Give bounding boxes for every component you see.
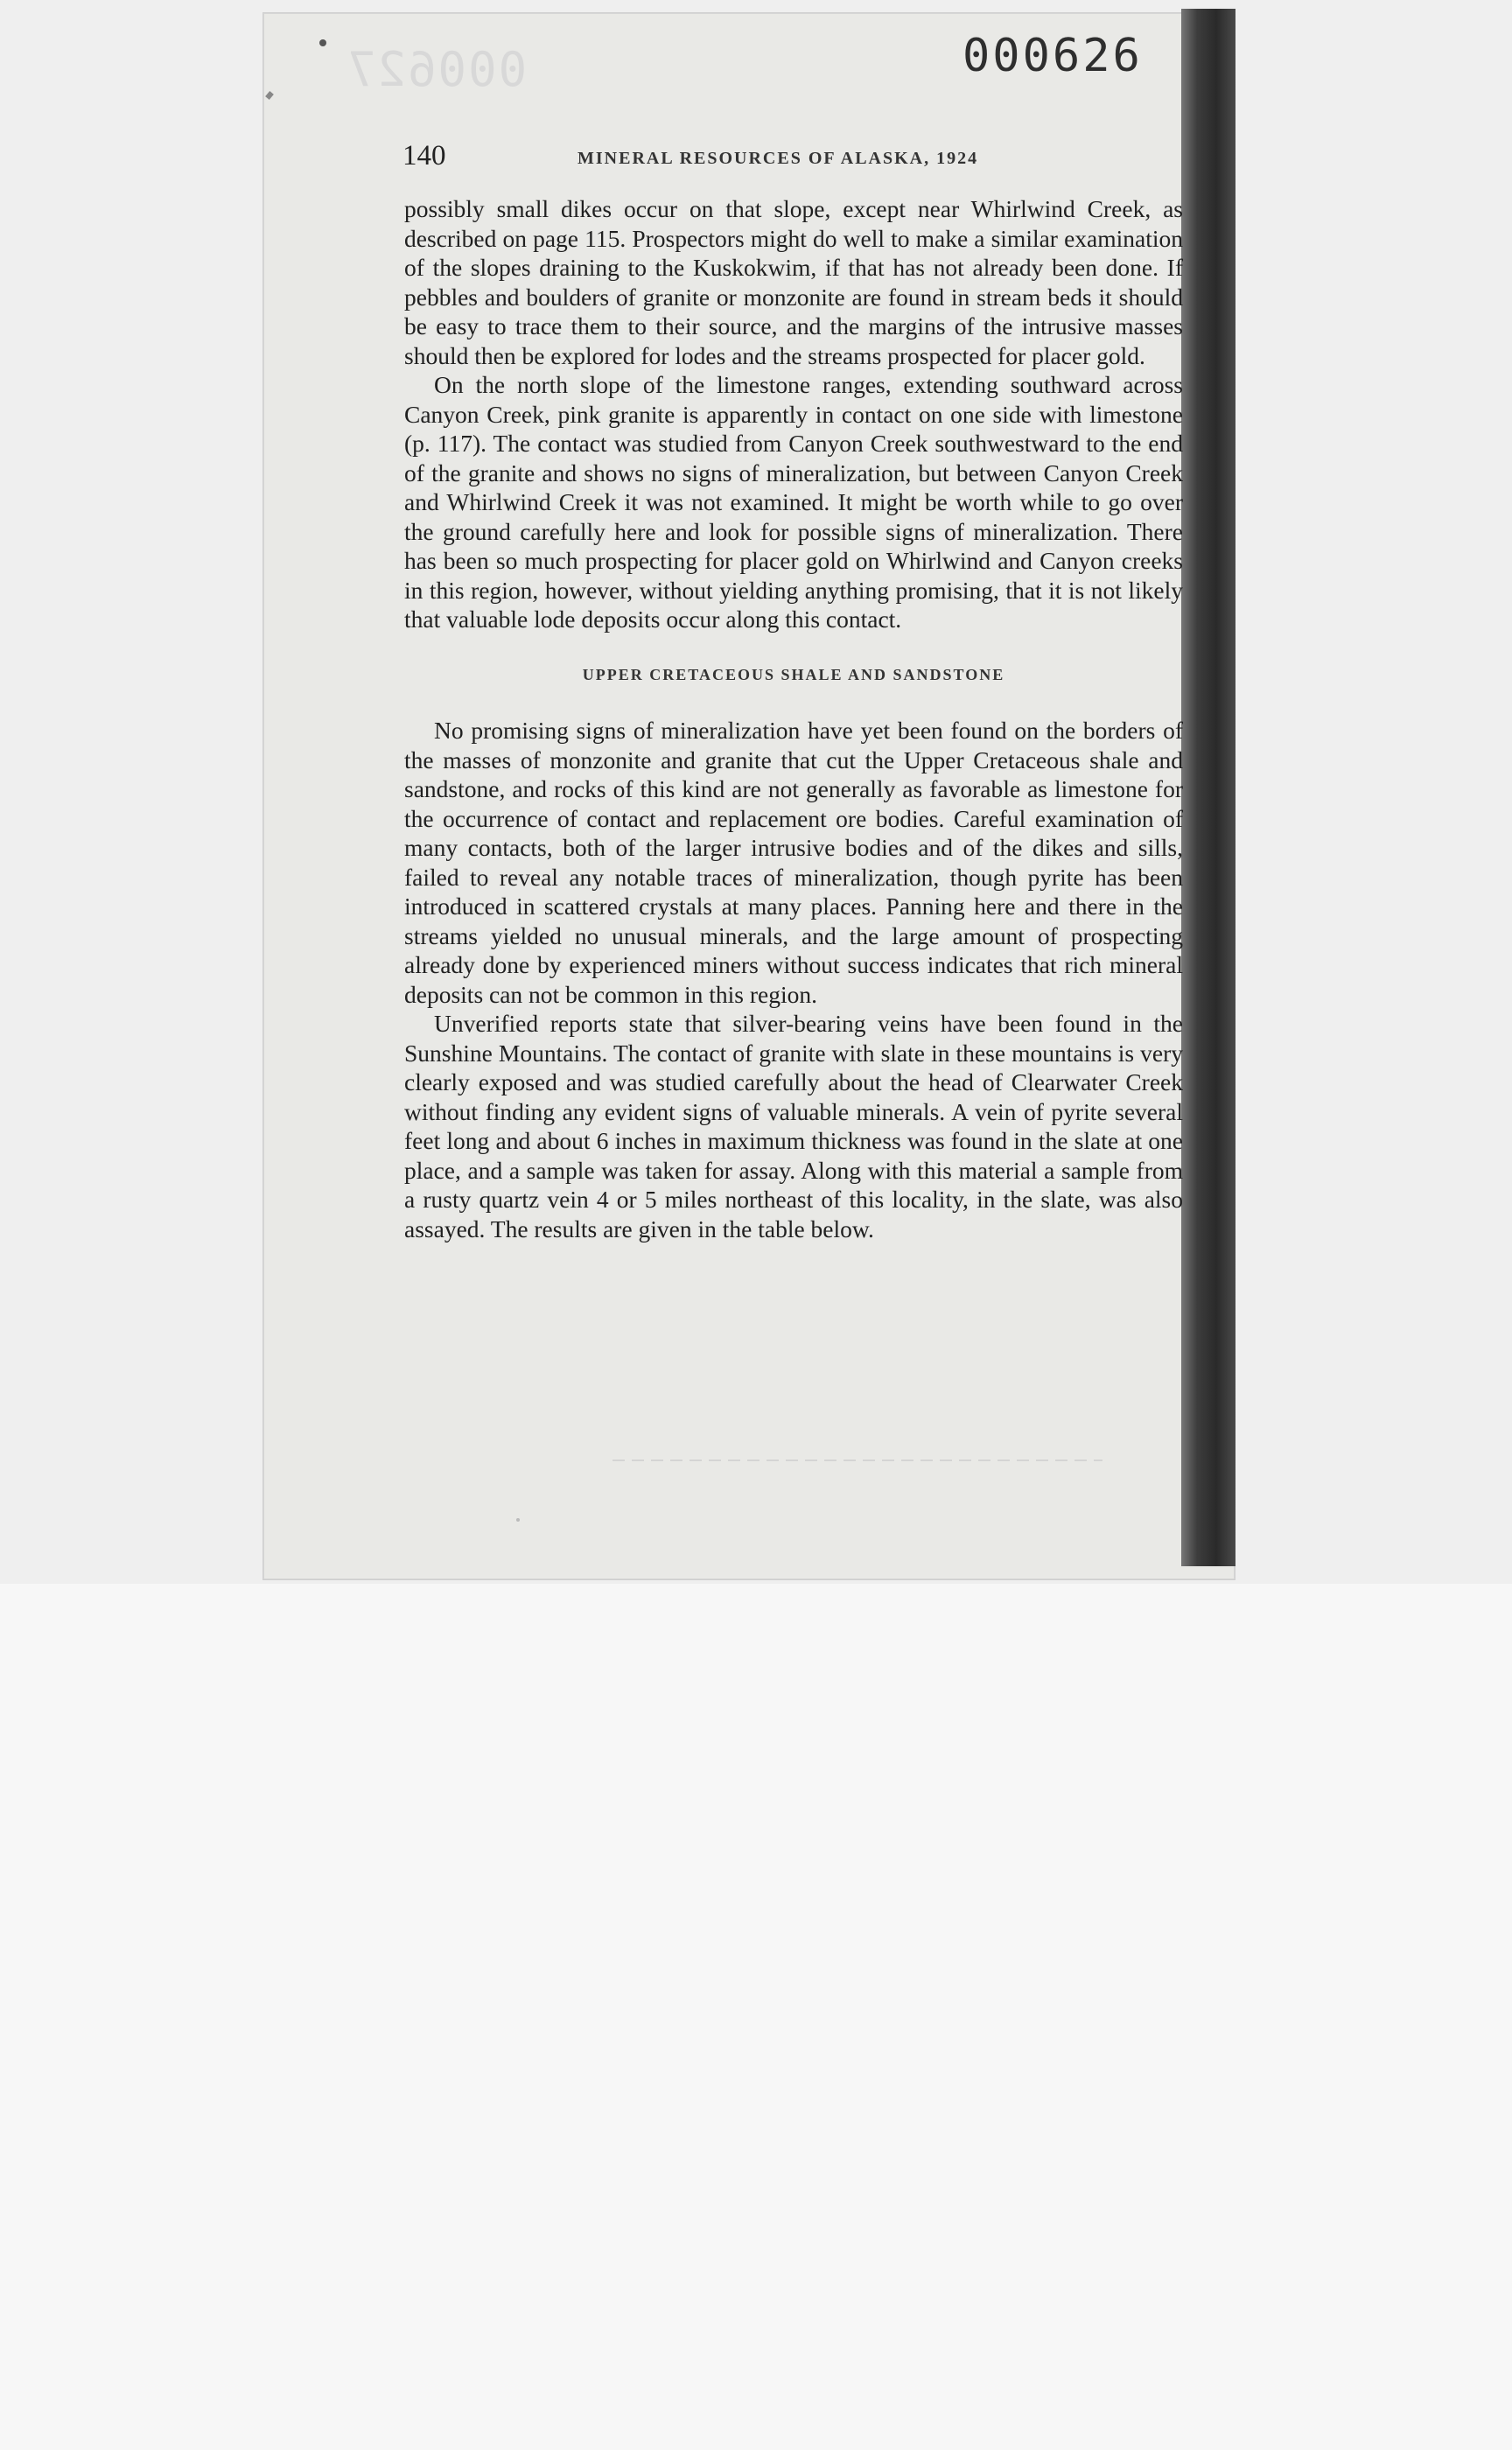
section-heading: UPPER CRETACEOUS SHALE AND SANDSTONE <box>582 665 1005 683</box>
paragraph: Unverified reports state that silver-bearing veins have been found in the Sunshine Mountains. The contact of granite with slate in these mountains is very clearly exposed and was studied carefully about the head of Clearwater Creek without finding any evident signs of valuable minerals. A vein of pyrite several feet long and about 6 inches in maximum thickness was found in the slate at one place, and a sample was taken for assay. Along with this material a sample from a rusty quartz vein 4 or 5 miles northeast of this locality, in the slate, was also assayed. The results are given in the table below. <box>404 1010 1183 1242</box>
body-text <box>404 194 1183 1243</box>
bleed-through-line <box>612 1460 1102 1461</box>
running-head: MINERAL RESOURCES OF ALASKA, 1924 <box>578 149 979 168</box>
speck-mark <box>516 1518 520 1522</box>
speck-mark <box>319 39 326 46</box>
paragraph: No promising signs of mineralization have yet been found on the borders of the masses of monzonite and granite that cut the Upper Cretaceous shale and sandstone, and rocks of this kind are not generally as favorable as limestone for the occurrence of contact and replacement ore bodies. Careful examination of many contacts, both of the larger intrusive bodies and of the dikes and sills, failed to reveal any notable traces of mineralization, though pyrite has been introduced in scattered crystals at many places. Panning here and there in the streams yielded no unusual minerals, and the large amount of prospecting already done by experienced miners without success indicates that rich mineral deposits can not be common in this region. <box>404 717 1183 1008</box>
page-header <box>402 140 1181 175</box>
archive-stamp-number: 000626 <box>962 30 1143 82</box>
page-edge-shadow <box>1181 9 1236 1566</box>
bleed-through-stamp: 000627 <box>346 42 528 97</box>
paragraph: possibly small dikes occur on that slope, except near Whirlwind Creek, as described on page 115. Prospectors might do well to make a similar examination of the slopes draining to the Kuskokwim, if that has not already been done. If pebbles and boulders of granite or monzonite are found in stream beds it should be easy to trace them to their source, and the margins of the intrusive masses should then be explored for lodes and the streams prospected for placer gold. <box>404 195 1183 369</box>
page-number: 140 <box>402 140 446 172</box>
paragraph: On the north slope of the limestone ranges, extending southward across Canyon Creek, pink granite is apparently in contact on one side with limestone (p. 117). The contact was studied from Canyon Creek southwestward to the end of the granite and shows no signs of mineralization, but between Canyon Creek and Whirlwind Creek it was not examined. It might be worth while to go over the ground carefully here and look for possible signs of mineralization. There has been so much prospecting for placer gold on Whirlwind and Canyon creeks in this region, however, without yielding anything promising, that it is not likely that valuable lode deposits occur along this contact. <box>404 371 1183 633</box>
